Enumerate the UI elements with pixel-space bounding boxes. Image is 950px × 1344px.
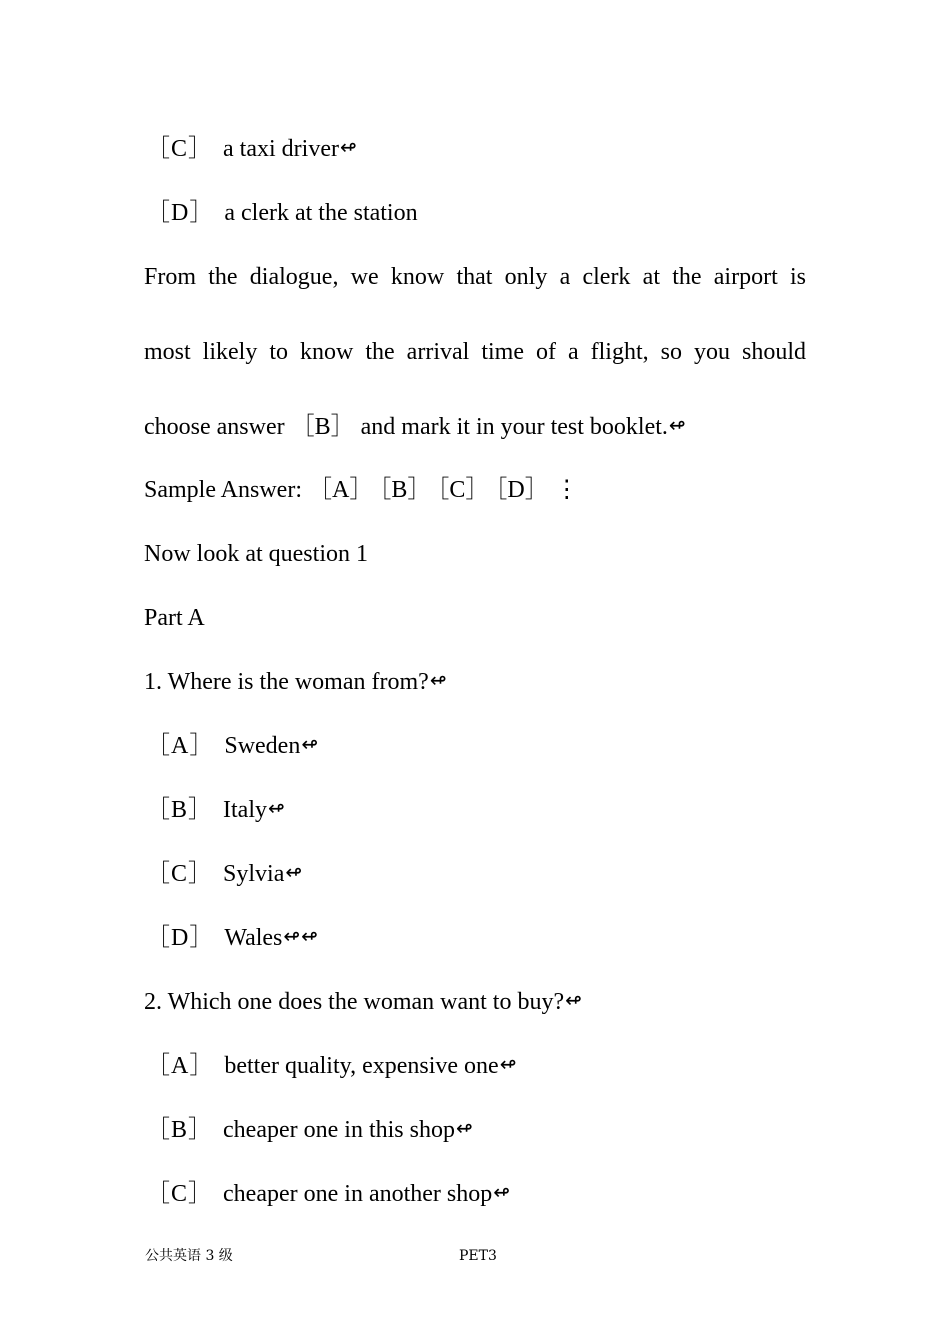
paragraph-mark-icon: ↫ [339, 135, 357, 159]
explanation-text: and mark it in your test booklet. [360, 414, 668, 440]
paragraph-mark-icon: ↫ [668, 413, 686, 437]
paragraph-mark-icon: ↫ [301, 924, 318, 948]
question-1-option-c[interactable] [146, 858, 808, 890]
explanation-line-1: From the dialogue, we know that only a clerk at the airport is [144, 264, 806, 290]
question-2-stem [144, 986, 806, 1018]
option-letter: ［C］ [146, 136, 214, 162]
option-letter: ［A］ [146, 1053, 215, 1079]
example-option-c [146, 133, 808, 165]
part-heading: Part A [144, 605, 205, 631]
sample-answer [144, 474, 806, 506]
question-1-stem [144, 666, 806, 698]
option-text: better quality, expensive one [224, 1053, 499, 1079]
paragraph-mark-icon: ↫ [268, 796, 285, 820]
paragraph-mark-icon: ↫ [455, 1116, 473, 1140]
sample-answer-label: Sample Answer: [144, 477, 302, 503]
option-text: cheaper one in this shop [223, 1117, 455, 1143]
question-2-option-a[interactable] [146, 1050, 808, 1082]
option-letter: ［B］ [146, 797, 214, 823]
option-text: a taxi driver [223, 136, 339, 162]
sample-option-d: ［D］ [495, 477, 549, 503]
paragraph-mark-icon: ↫ [283, 924, 301, 948]
sample-option-a: ［A］ [307, 477, 374, 503]
paragraph-mark-icon: ↫ [429, 668, 447, 692]
option-text: Sylvia [223, 861, 285, 887]
question-text: 2. Which one does the woman want to buy? [144, 989, 565, 1015]
explanation-line-2: most likely to know the arrival time of a flight, so you should [144, 339, 806, 365]
option-letter: ［D］ [146, 925, 215, 951]
option-text: Sweden [224, 733, 301, 759]
paragraph-mark-icon: ↫ [565, 988, 582, 1012]
option-letter: ［B］ [146, 1117, 214, 1143]
option-letter: ［C］ [146, 861, 214, 887]
option-text: Italy [223, 797, 267, 823]
question-1-option-b[interactable] [146, 794, 808, 826]
sample-option-b: ［B］ [379, 477, 432, 503]
answer-bracket: ［B］ [290, 414, 355, 440]
option-text: cheaper one in another shop [223, 1181, 493, 1207]
question-2-option-c[interactable] [146, 1178, 808, 1210]
paragraph-mark-icon: ↫ [499, 1052, 517, 1076]
footer-center: PET3 [459, 1248, 497, 1264]
paragraph-mark-icon: ↫ [301, 732, 319, 756]
selected-mark: ⋮ [554, 477, 579, 503]
question-1-option-d[interactable] [146, 922, 808, 954]
question-2-option-b[interactable] [146, 1114, 808, 1146]
option-letter: ［C］ [146, 1181, 214, 1207]
instruction-text: Now look at question 1 [144, 541, 368, 567]
option-text: Wales [224, 925, 283, 951]
explanation-text: choose answer [144, 414, 285, 440]
option-letter: ［D］ [146, 200, 215, 226]
paragraph-mark-icon: ↫ [285, 860, 303, 884]
question-text: 1. Where is the woman from? [144, 669, 429, 695]
option-letter: ［A］ [146, 733, 215, 759]
question-1-option-a[interactable] [146, 730, 808, 762]
example-option-d [146, 197, 808, 229]
option-text: a clerk at the station [224, 200, 418, 226]
explanation-line-3 [144, 411, 806, 443]
paragraph-mark-icon: ↫ [493, 1180, 511, 1204]
footer-left: 公共英语 3 级 [145, 1248, 233, 1264]
sample-option-c: ［C］ [437, 477, 490, 503]
